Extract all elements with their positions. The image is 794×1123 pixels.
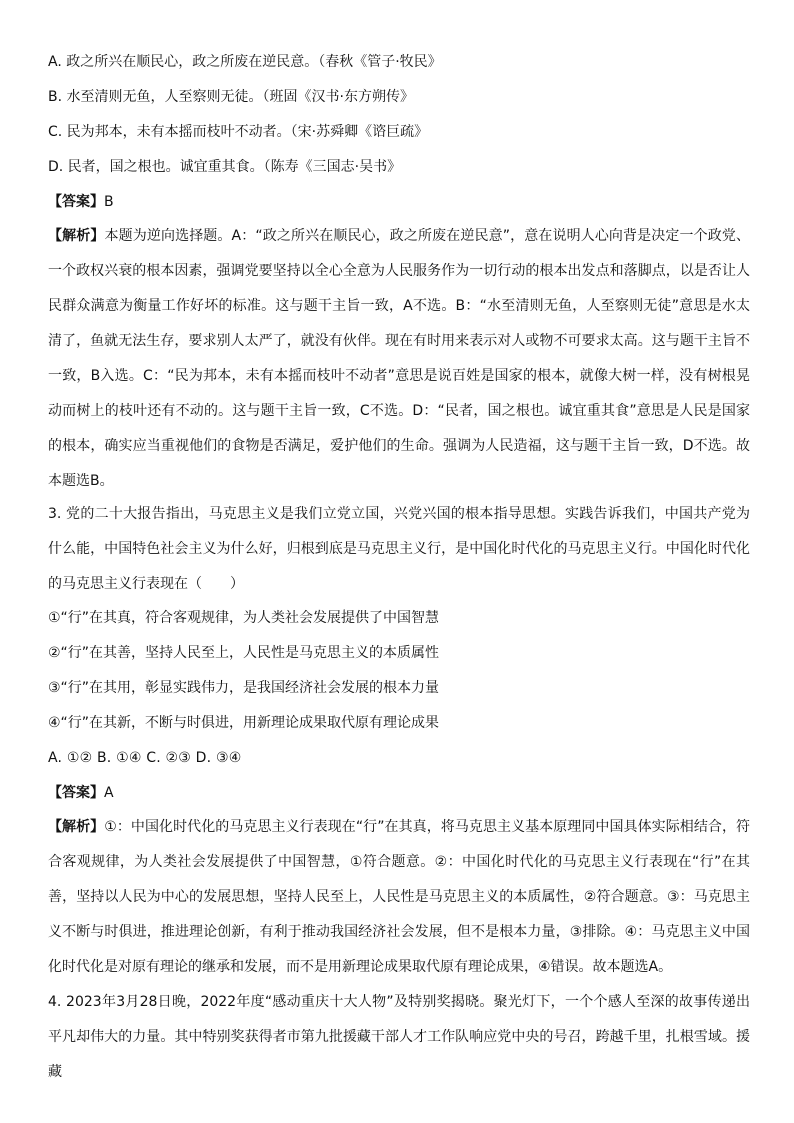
- q2-answer: [48, 192, 750, 212]
- q3-analysis-label: 【解析】: [48, 819, 105, 835]
- q2-option-d: D. 民者，国之根也。诚宜重其食。（陈寿《三国志·吴书》: [48, 159, 402, 175]
- q2-option-b: B. 水至清则无鱼，人至察则无徒。（班固《汉书·东方朔传》: [48, 89, 414, 105]
- q2-option-a: A. 政之所兴在顺民心，政之所废在逆民意。（春秋《管子·牧民》: [48, 54, 442, 70]
- q2-analysis: [48, 219, 750, 499]
- q3-analysis-text: ①：中国化时代化的马克思主义行表现在“行”在其真，将马克思主义基本原理同中国具体实际相结合，符合客观规律，为人类社会发展提供了中国智慧，①符合题意。②：中国化时代化的马克思主义行表现在“行”在其善，坚持以人民为中心的发展思想，坚持人民至上，人民性是马克思主义的本质属性，②符合题意。③：马克思主义不断与时俱进，推进理论创新，有利于推动我国经济社会发展，但不是根本力量，③排除。④：马克思主义中国化时代化是对原有理论的继承和发展，而不是用新理论成果取代原有理论成果，④错误。故本题选A。: [48, 819, 751, 975]
- q3-stem: 3. 党的二十大报告指出，马克思主义是我们立党立国，兴党兴国的根本指导思想。实践告诉我们，中国共产党为什么能，中国特色社会主义为什么好，归根到底是马克思主义行，是中国化时代化的马克思主义行。中国化时代化的马克思主义行表现在（ ）: [48, 506, 750, 592]
- q3-analysis: [48, 810, 750, 985]
- q2-analysis-label: 【解析】: [48, 228, 105, 244]
- q3-answer-label: 【答案】: [48, 785, 104, 801]
- q4-stem: 4. 2023年3月28日晚，2022年度“感动重庆十大人物”及特别奖揭晓。聚光灯下，一个个感人至深的故事传递出平凡却伟大的力量。其中特别奖获得者市第九批援藏干部人才工作队响应党中央的号召，跨越千里，扎根雪域。援藏: [48, 994, 750, 1080]
- q3-item-3: ③“行”在其用，彰显实践伟力，是我国经济社会发展的根本力量: [48, 680, 440, 696]
- q2-answer-label: 【答案】: [48, 194, 104, 210]
- q2-analysis-text: 本题为逆向选择题。A：“政之所兴在顺民心，政之所废在逆民意”，意在说明人心向背是决定一个政党、一个政权兴衰的根本因素，强调党要坚持以全心全意为人民服务作为一切行动的根本出发点和落脚点，以是否让人民群众满意为衡量工作好坏的标准。这与题干主旨一致，A不选。B：“水至清则无鱼，人至察则无徒”意思是水太清了，鱼就无法生存，要求别人太严了，就没有伙伴。现在有时用来表示对人或物不可要求太高。这与题干主旨不一致，B入选。C：“民为邦本，未有本摇而枝叶不动者”意思是说百姓是国家的根本，就像大树一样，没有树根晃动而树上的枝叶还有不动的。这与题干主旨一致，C不选。D：“民者，国之根也。诚宜重其食”意思是人民是国家的根本，确实应当重视他们的食物是否满足，爱护他们的生命。强调为人民造福，这与题干主旨一致，D不选。故本题选B。: [48, 228, 750, 489]
- q3-options: A. ①② B. ①④ C. ②③ D. ③④: [48, 750, 242, 766]
- q2-option-c: C. 民为邦本，未有本摇而枝叶不动者。（宋·苏舜卿《谘巨疏》: [48, 124, 429, 140]
- q3-item-4: ④“行”在其新，不断与时俱进，用新理论成果取代原有理论成果: [48, 715, 440, 731]
- q3-item-2: ②“行”在其善，坚持人民至上，人民性是马克思主义的本质属性: [48, 645, 440, 661]
- q3-item-1: ①“行”在其真，符合客观规律，为人类社会发展提供了中国智慧: [48, 610, 440, 626]
- q3-answer: [48, 783, 750, 803]
- q2-answer-value: B: [104, 194, 114, 210]
- q3-answer-value: A: [104, 785, 114, 801]
